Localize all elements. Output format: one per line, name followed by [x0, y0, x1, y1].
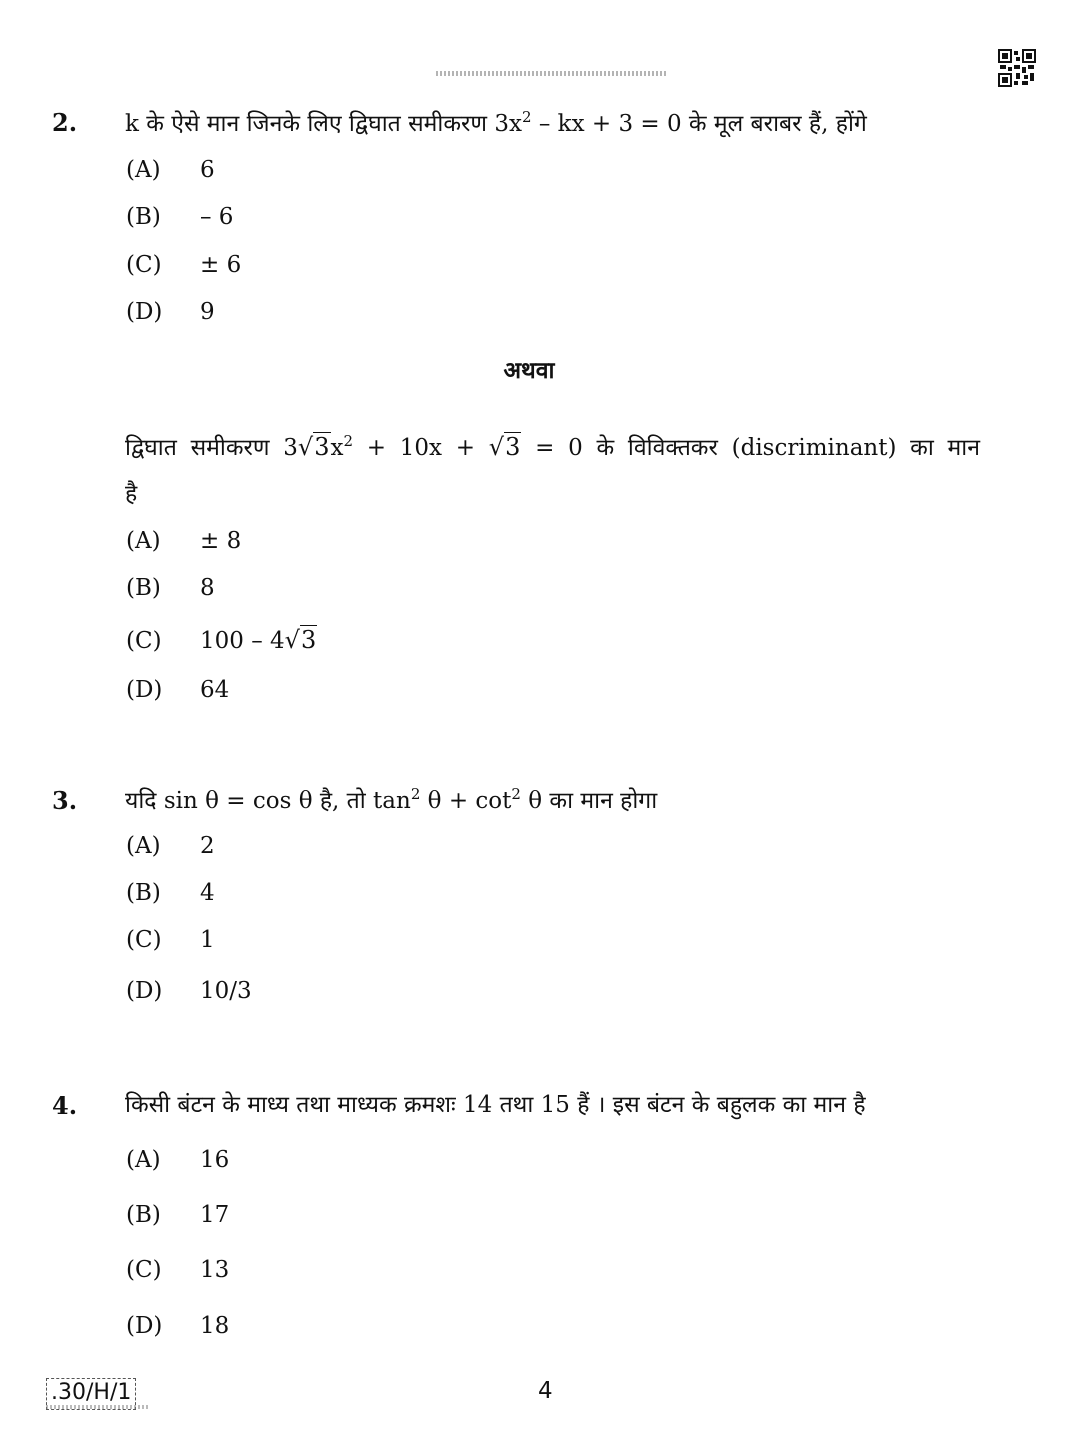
- question-stem-alt-line2: है: [125, 481, 138, 507]
- option-label: (D): [126, 677, 163, 703]
- option: [126, 1202, 229, 1228]
- superscript: 2: [521, 108, 532, 126]
- option: [126, 157, 215, 183]
- question-stem: [125, 106, 867, 138]
- paper-code: .30/H/1: [46, 1378, 136, 1410]
- stem-text: θ + cot: [420, 788, 512, 814]
- stem-text: यदि sin θ = cos θ है, तो tan: [125, 788, 411, 814]
- option-label: (A): [126, 157, 161, 183]
- option-value: 4: [200, 880, 215, 906]
- question-number: 2.: [52, 108, 78, 137]
- option: [126, 299, 215, 325]
- option-label: (B): [126, 1202, 161, 1228]
- superscript: 2: [410, 785, 421, 803]
- option-label: (B): [126, 575, 161, 601]
- option-value: 9: [200, 299, 215, 325]
- stem-text: – kx + 3 = 0 के मूल बराबर हैं, होंगे: [531, 111, 867, 137]
- micro-print-strip: [436, 71, 668, 76]
- stem-text: द्विघात समीकरण 3: [125, 435, 298, 461]
- micro-print-strip: [46, 1405, 150, 1409]
- stem-text: + 10x +: [353, 435, 489, 461]
- option: [126, 204, 233, 230]
- option: [126, 927, 215, 953]
- option-value: – 6: [200, 204, 234, 230]
- option: [126, 833, 215, 859]
- radicand: 3: [300, 626, 317, 654]
- option-label: (A): [126, 528, 161, 554]
- option-label: (D): [126, 299, 163, 325]
- question-stem: किसी बंटन के माध्य तथा माध्यक क्रमशः 14 तथा 15 हैं । इस बंटन के बहुलक का मान है: [125, 1092, 866, 1118]
- option-value: 10/3: [200, 978, 252, 1004]
- option-label: (A): [126, 1147, 161, 1173]
- option-value: 6: [200, 157, 215, 183]
- page-number: 4: [538, 1378, 553, 1404]
- question-number: 3.: [52, 786, 78, 815]
- option-value: 64: [200, 677, 230, 703]
- question-number: 4.: [52, 1091, 78, 1120]
- option-value: 18: [200, 1313, 230, 1339]
- option: [126, 677, 229, 703]
- option: [126, 528, 241, 554]
- stem-text: = 0 के विविक्तकर (discriminant) का मान: [521, 435, 981, 461]
- option: [126, 626, 317, 654]
- option: [126, 575, 215, 601]
- option-label: (D): [126, 1313, 163, 1339]
- option-label: (C): [126, 252, 162, 278]
- option-value: ± 6: [200, 252, 242, 278]
- option: [126, 252, 241, 278]
- option-label: (B): [126, 880, 161, 906]
- option: [126, 1313, 229, 1339]
- option-value: 2: [200, 833, 215, 859]
- option-value: 16: [200, 1147, 230, 1173]
- sqrt-symbol: √3: [297, 433, 330, 461]
- option-label: (A): [126, 833, 161, 859]
- option: [126, 978, 252, 1004]
- qr-code-icon: [998, 49, 1036, 87]
- option: [126, 1257, 229, 1283]
- option-label: (C): [126, 628, 162, 654]
- radicand: 3: [314, 433, 330, 461]
- option-value: 8: [200, 575, 215, 601]
- stem-text: x: [330, 435, 344, 461]
- question-stem: [125, 783, 657, 815]
- question-stem-alt: [125, 430, 980, 462]
- option: [126, 880, 215, 906]
- radicand: 3: [505, 433, 521, 461]
- sqrt-symbol: √3: [488, 433, 521, 461]
- option: [126, 1147, 229, 1173]
- stem-text: θ का मान होगा: [520, 788, 658, 814]
- option-value: 100 – 4: [200, 628, 285, 654]
- option-label: (C): [126, 1257, 162, 1283]
- option-label: (B): [126, 204, 161, 230]
- option-value: 1: [200, 927, 215, 953]
- option-value: 17: [200, 1202, 230, 1228]
- sqrt-symbol: √3: [284, 626, 317, 654]
- option-value: 13: [200, 1257, 230, 1283]
- superscript: 2: [511, 785, 521, 803]
- superscript: 2: [343, 432, 354, 450]
- option-label: (D): [126, 978, 163, 1004]
- option-value: ± 8: [200, 528, 242, 554]
- stem-text: k के ऐसे मान जिनके लिए द्विघात समीकरण 3x: [125, 111, 522, 137]
- option-label: (C): [126, 927, 162, 953]
- or-divider: अथवा: [503, 357, 555, 384]
